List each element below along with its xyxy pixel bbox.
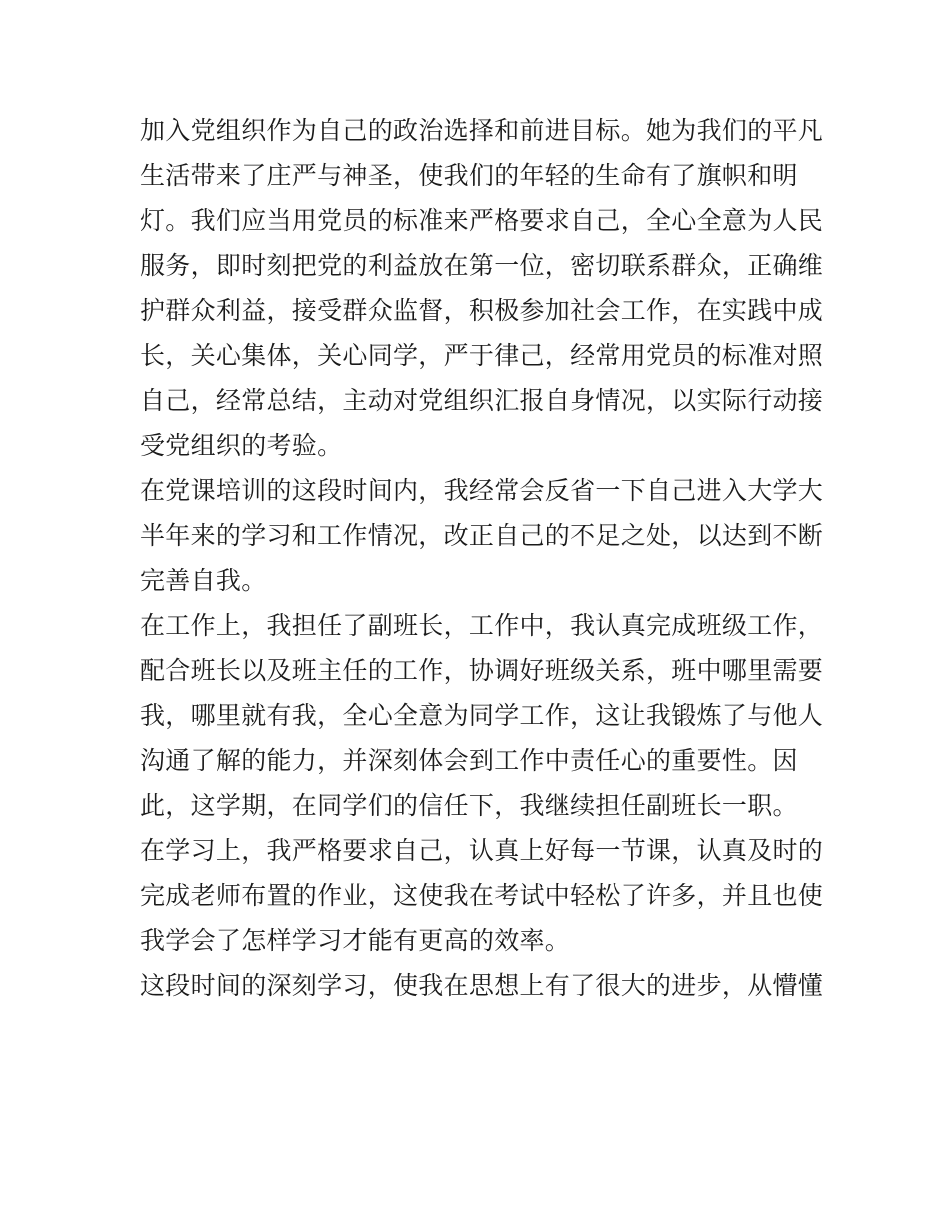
text-line: 生活带来了庄严与神圣，使我们的年轻的生命有了旗帜和明	[140, 161, 798, 190]
text-line: 自己，经常总结，主动对党组织汇报自身情况，以实际行动接	[140, 386, 824, 415]
document-body	[140, 108, 824, 1008]
text-line: 在学习上，我严格要求自己，认真上好每一节课，认真及时的	[140, 836, 824, 865]
text-line: 我学会了怎样学习才能有更高的效率。	[140, 926, 571, 955]
text-line: 半年来的学习和工作情况，改正自己的不足之处，以达到不断	[140, 521, 824, 550]
text-line: 灯。我们应当用党员的标准来严格要求自己，全心全意为人民	[140, 206, 824, 235]
text-line: 这段时间的深刻学习，使我在思想上有了很大的进步，从懵懂	[140, 971, 824, 1000]
text-line: 在党课培训的这段时间内，我经常会反省一下自己进入大学大	[140, 476, 824, 505]
text-line: 加入党组织作为自己的政治选择和前进目标。她为我们的平凡	[140, 116, 824, 145]
text-line: 护群众利益，接受群众监督，积极参加社会工作，在实践中成	[140, 296, 824, 325]
text-line: 在工作上，我担任了副班长，工作中，我认真完成班级工作，	[140, 611, 824, 640]
text-line: 完善自我。	[140, 566, 267, 595]
text-line: 完成老师布置的作业，这使我在考试中轻松了许多，并且也使	[140, 881, 824, 910]
text-line: 我，哪里就有我，全心全意为同学工作，这让我锻炼了与他人	[140, 701, 824, 730]
text-line: 此，这学期，在同学们的信任下，我继续担任副班长一职。	[140, 791, 798, 820]
text-line: 受党组织的考验。	[140, 431, 343, 460]
text-line: 长，关心集体，关心同学，严于律己，经常用党员的标准对照	[140, 341, 824, 370]
text-line: 配合班长以及班主任的工作，协调好班级关系，班中哪里需要	[140, 656, 824, 685]
text-line: 沟通了解的能力，并深刻体会到工作中责任心的重要性。因	[140, 746, 798, 775]
text-line: 服务，即时刻把党的利益放在第一位，密切联系群众，正确维	[140, 251, 824, 280]
